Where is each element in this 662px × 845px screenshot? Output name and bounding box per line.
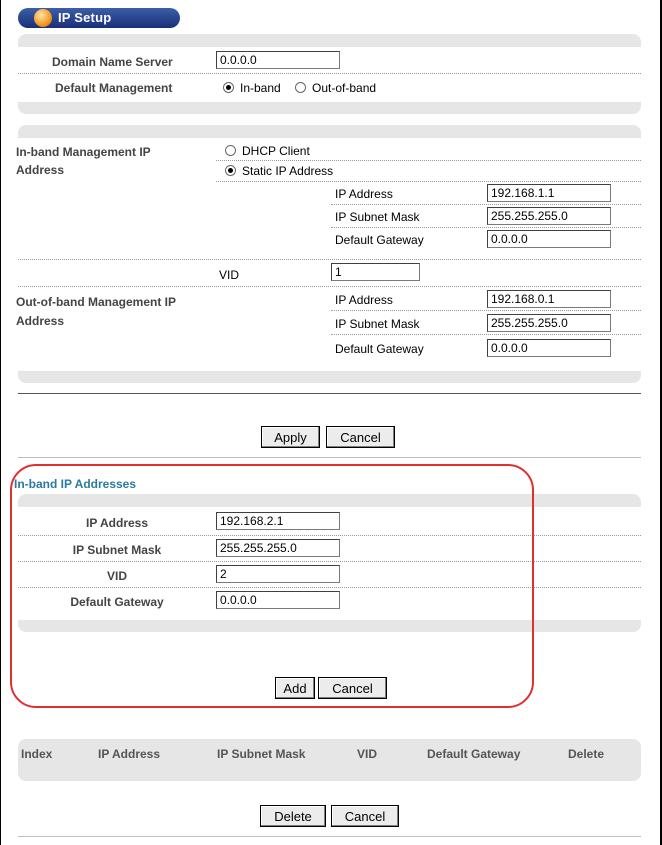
divider: [18, 393, 641, 394]
outband-mask-input[interactable]: [487, 314, 611, 332]
inband-mgmt-label-1: In-band Management IP: [16, 145, 151, 159]
cancel-button-3[interactable]: Cancel: [331, 805, 399, 827]
inband-radio[interactable]: [223, 82, 234, 93]
inband-gateway-label: Default Gateway: [335, 233, 424, 247]
outband-gateway-label: Default Gateway: [335, 342, 424, 356]
dhcp-client-radio[interactable]: [225, 145, 236, 156]
delete-button[interactable]: Delete: [260, 805, 326, 827]
outband-ip-label: IP Address: [335, 293, 393, 307]
divider: [18, 836, 641, 837]
vid-input[interactable]: [331, 263, 420, 281]
divider: [18, 457, 641, 458]
highlight-annotation: [10, 464, 534, 708]
static-ip-radio[interactable]: [225, 165, 236, 176]
add-button[interactable]: Add: [275, 677, 315, 699]
cancel-button-2[interactable]: Cancel: [318, 677, 387, 699]
page-title-text: IP Setup: [58, 10, 112, 25]
left-border: [0, 0, 1, 845]
outband-ip-input[interactable]: [487, 290, 611, 308]
dns-label: Domain Name Server: [52, 55, 173, 69]
outband-mgmt-label-2: Address: [16, 314, 65, 328]
cancel-button-1[interactable]: Cancel: [326, 426, 395, 448]
col-index: Index: [21, 747, 53, 761]
inband-ip-label: IP Address: [335, 187, 393, 201]
default-management-label: Default Management: [55, 81, 173, 95]
col-subnet-mask: IP Subnet Mask: [217, 747, 306, 761]
addr-mask-label: IP Subnet Mask: [72, 543, 162, 557]
management-panel: [18, 125, 641, 383]
inband-option-label: In-band: [240, 81, 281, 95]
outband-mask-label: IP Subnet Mask: [335, 317, 420, 331]
inband-gateway-input[interactable]: [487, 230, 611, 248]
page-title: [18, 8, 180, 28]
outband-gateway-input[interactable]: [487, 339, 611, 357]
apply-button[interactable]: Apply: [261, 426, 320, 448]
addresses-table-header: [18, 739, 641, 781]
dhcp-client-label: DHCP Client: [242, 144, 310, 158]
inband-ip-input[interactable]: [487, 184, 611, 202]
inband-addresses-title: In-band IP Addresses: [14, 477, 137, 491]
dns-row: [18, 47, 641, 74]
inband-mask-input[interactable]: [487, 207, 611, 225]
orb-icon: [34, 9, 52, 27]
outband-mgmt-label-1: Out-of-band Management IP: [16, 295, 176, 309]
dns-input[interactable]: [216, 51, 340, 69]
inband-mask-label: IP Subnet Mask: [335, 210, 420, 224]
default-management-row: [18, 74, 641, 100]
col-vid: VID: [357, 747, 378, 761]
col-delete: Delete: [568, 747, 605, 761]
general-panel: [18, 34, 641, 114]
col-ip-address: IP Address: [98, 747, 161, 761]
col-default-gateway: Default Gateway: [427, 747, 521, 761]
outband-radio[interactable]: [295, 82, 306, 93]
addr-vid-label: VID: [106, 569, 127, 583]
vid-label: VID: [219, 268, 240, 282]
addr-gateway-label: Default Gateway: [70, 595, 164, 609]
inband-mgmt-label-2: Address: [16, 163, 65, 177]
outband-option-label: Out-of-band: [312, 81, 377, 95]
static-ip-label: Static IP Address: [242, 164, 334, 178]
addr-ip-label: IP Address: [85, 516, 149, 530]
